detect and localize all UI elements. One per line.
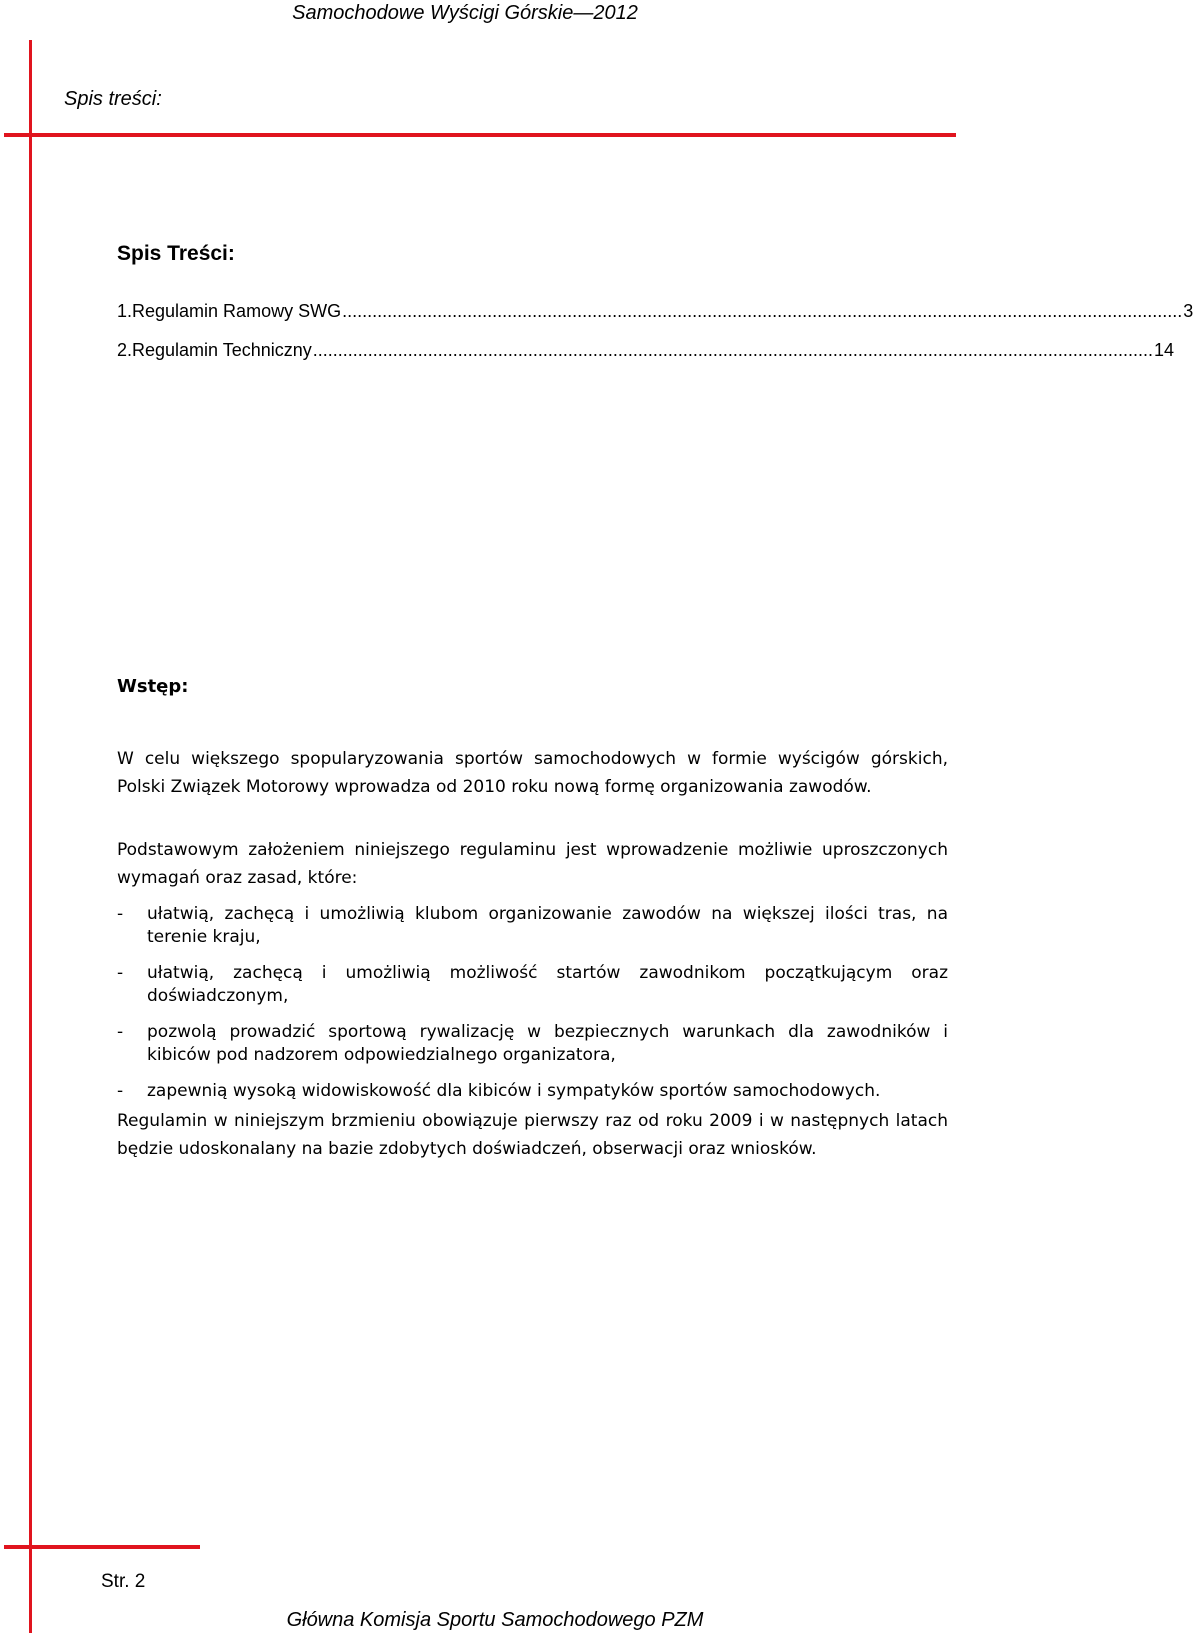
list-bullet: - <box>117 904 124 924</box>
running-footer-title: Główna Komisja Sportu Samochodowego PZM <box>286 1609 704 1631</box>
toc-entry[interactable] <box>117 340 1174 361</box>
list-item <box>117 1021 948 1067</box>
list-item-text: pozwolą prowadzić sportową rywalizację w bezpiecznych warunkach dla zawodników i kibiców pod nadzorem odpowiedzialnego organizatora, <box>147 1022 948 1065</box>
toc-entry-page: 14 <box>1153 340 1174 360</box>
toc-leader-dots: ........................................................................................................................................................................ <box>342 301 1183 321</box>
footer-divider <box>4 1545 200 1549</box>
page-number: Str. 2 <box>101 1571 146 1592</box>
toc-entry[interactable] <box>117 301 1193 322</box>
list-bullet: - <box>117 963 124 983</box>
toc-heading: Spis Treści: <box>117 242 235 265</box>
intro-paragraph: Regulamin w niniejszym brzmieniu obowiązuje pierwszy raz od roku 2009 i w następnych latach będzie udoskonalany na bazie zdobytych doświadczeń, obserwacji oraz wniosków. <box>117 1111 948 1159</box>
toc-leader-dots: ........................................................................................................................................................................ <box>312 340 1153 360</box>
toc-entry-number: 2. <box>117 340 133 360</box>
list-item <box>117 1080 948 1103</box>
list-item <box>117 903 948 949</box>
intro-heading: Wstęp: <box>117 676 189 697</box>
left-margin-rule <box>29 40 32 1633</box>
toc-entry-label: Regulamin Techniczny <box>132 340 312 360</box>
list-item-text: ułatwią, zachęcą i umożliwią możliwość startów zawodnikom początkującym oraz doświadczonym, <box>147 963 948 1006</box>
toc-entry-page: 3 <box>1183 301 1193 321</box>
intro-paragraph: W celu większego spopularyzowania sportów samochodowych w formie wyścigów górskich, Polski Związek Motorowy wprowadza od 2010 roku nową formę organizowania zawodów. <box>117 749 948 797</box>
section-label: Spis treści: <box>64 88 162 110</box>
running-header-title: Samochodowe Wyścigi Górskie—2012 <box>292 2 638 24</box>
list-bullet: - <box>117 1081 124 1101</box>
list-item <box>117 962 948 1008</box>
list-item-text: zapewnią wysoką widowiskowość dla kibiców i sympatyków sportów samochodowych. <box>147 1081 881 1101</box>
toc-entry-number: 1. <box>117 301 133 321</box>
toc-entry-label: Regulamin Ramowy SWG <box>132 301 342 321</box>
header-divider <box>4 133 956 137</box>
list-item-text: ułatwią, zachęcą i umożliwią klubom organizowanie zawodów na większej ilości tras, na terenie kraju, <box>147 904 948 947</box>
list-bullet: - <box>117 1022 124 1042</box>
intro-paragraph: Podstawowym założeniem niniejszego regulaminu jest wprowadzenie możliwie uproszczonych wymagań oraz zasad, które: <box>117 840 948 888</box>
